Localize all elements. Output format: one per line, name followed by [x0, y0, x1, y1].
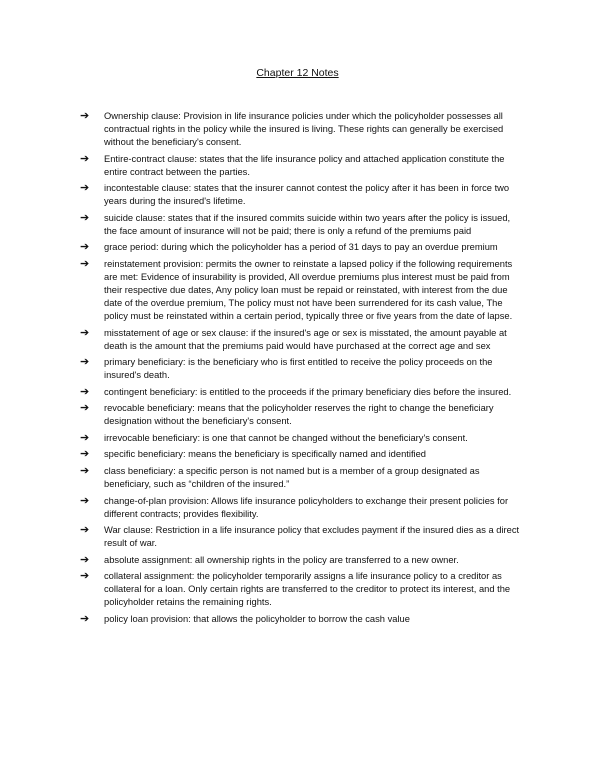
list-item-text: misstatement of age or sex clause: if the insured's age or sex is misstated, the amount payable at death is the amount that the premiums paid would have purchased at the correct age and sex: [104, 327, 507, 351]
arrow-bullet-icon: ➔: [80, 448, 90, 461]
list-item: [80, 570, 525, 609]
list-item-text: contingent beneficiary: is entitled to the proceeds if the primary beneficiary dies before the insured.: [104, 386, 512, 397]
arrow-bullet-icon: ➔: [80, 241, 90, 254]
arrow-bullet-icon: ➔: [80, 211, 90, 224]
arrow-bullet-icon: ➔: [80, 182, 90, 195]
page-title: Chapter 12 Notes: [256, 67, 339, 79]
arrow-bullet-icon: ➔: [80, 385, 90, 398]
list-item-text: irrevocable beneficiary: is one that cannot be changed without the beneficiary's consent.: [104, 432, 468, 443]
list-item: [80, 386, 525, 399]
arrow-bullet-icon: ➔: [80, 152, 90, 165]
list-item-text: revocable beneficiary: means that the policyholder reserves the right to change the beneficiary designation without the beneficiary's consent.: [104, 403, 494, 427]
list-item-text: class beneficiary: a specific person is not named but is a member of a group designated as beneficiary, such as “children of the insured.”: [104, 465, 480, 490]
list-item-text: grace period: during which the policyholder has a period of 31 days to pay an overdue premium: [104, 242, 498, 253]
list-item: [80, 402, 525, 428]
list-item: [80, 110, 525, 149]
list-item-text: Entire-contract clause: states that the life insurance policy and attached application constitute the entire contract between the parties.: [104, 153, 505, 177]
arrow-bullet-icon: ➔: [80, 402, 90, 415]
list-item: [80, 356, 525, 382]
list-item-text: policy loan provision: that allows the policyholder to borrow the cash value: [104, 613, 410, 624]
arrow-bullet-icon: ➔: [80, 464, 90, 477]
arrow-bullet-icon: ➔: [80, 356, 90, 369]
arrow-bullet-icon: ➔: [80, 110, 90, 122]
list-item-text: specific beneficiary: means the beneficiary is specifically named and identified: [104, 449, 427, 460]
list-item: [80, 465, 525, 491]
list-item-text: primary beneficiary: is the beneficiary who is first entitled to receive the policy proceeds on the insured's death.: [104, 357, 493, 381]
arrow-bullet-icon: ➔: [80, 612, 90, 625]
list-item: [80, 524, 525, 550]
list-item-text: collateral assignment: the policyholder temporarily assigns a life insurance policy to a creditor as collateral for a loan. Only certain rights are transferred to the creditor to protect its interest, and the policyholder retains the remaining rights.: [104, 571, 511, 608]
list-item-text: change-of-plan provision: Allows life insurance policyholders to exchange their present policies for different contracts; provides flexibility.: [104, 495, 509, 519]
list-item-text: War clause: Restriction in a life insurance policy that excludes payment if the insured dies as a direct result of war.: [104, 525, 520, 549]
arrow-bullet-icon: ➔: [80, 494, 90, 507]
arrow-bullet-icon: ➔: [80, 553, 90, 566]
list-item-text: suicide clause: states that if the insured commits suicide within two years after the policy is issued, the face amount of insurance will not be paid; there is only a refund of the premiums paid: [104, 212, 511, 236]
arrow-bullet-icon: ➔: [80, 570, 90, 583]
list-item: [80, 258, 525, 323]
arrow-bullet-icon: ➔: [80, 524, 90, 537]
list-item: [80, 182, 525, 208]
list-item-text: incontestable clause: states that the insurer cannot contest the policy after it has been in force two years during the insured's lifetime.: [104, 183, 510, 207]
arrow-bullet-icon: ➔: [80, 326, 90, 339]
arrow-bullet-icon: ➔: [80, 257, 90, 270]
list-item: [80, 241, 525, 254]
list-item: [80, 432, 525, 445]
notes-list: [80, 110, 525, 629]
list-item-text: Ownership clause: Provision in life insurance policies under which the policyholder possesses all contractual rights in the policy while the insured is living. These rights can generally be exercised without the beneficiary's consent.: [104, 111, 504, 148]
list-item: [80, 327, 525, 353]
list-item: [80, 613, 525, 626]
arrow-bullet-icon: ➔: [80, 431, 90, 444]
list-item: [80, 554, 525, 567]
list-item: [80, 153, 525, 179]
list-item-text: reinstatement provision: permits the owner to reinstate a lapsed policy if the following requirements are met: Evidence of insurability is provided, All overdue premiums plus interest must be paid from their respective due dates, Any policy loan must be repaid or reinstated, with interest from the due date of the overdue premium, The policy must not have been surrendered for its cash value, The policy must be reinstated within a certain period, typically three or five years from the date of lapse.: [104, 258, 513, 322]
list-item-text: absolute assignment: all ownership rights in the policy are transferred to a new owner.: [104, 554, 459, 565]
list-item: [80, 448, 525, 461]
list-item: [80, 212, 525, 238]
list-item: [80, 495, 525, 521]
